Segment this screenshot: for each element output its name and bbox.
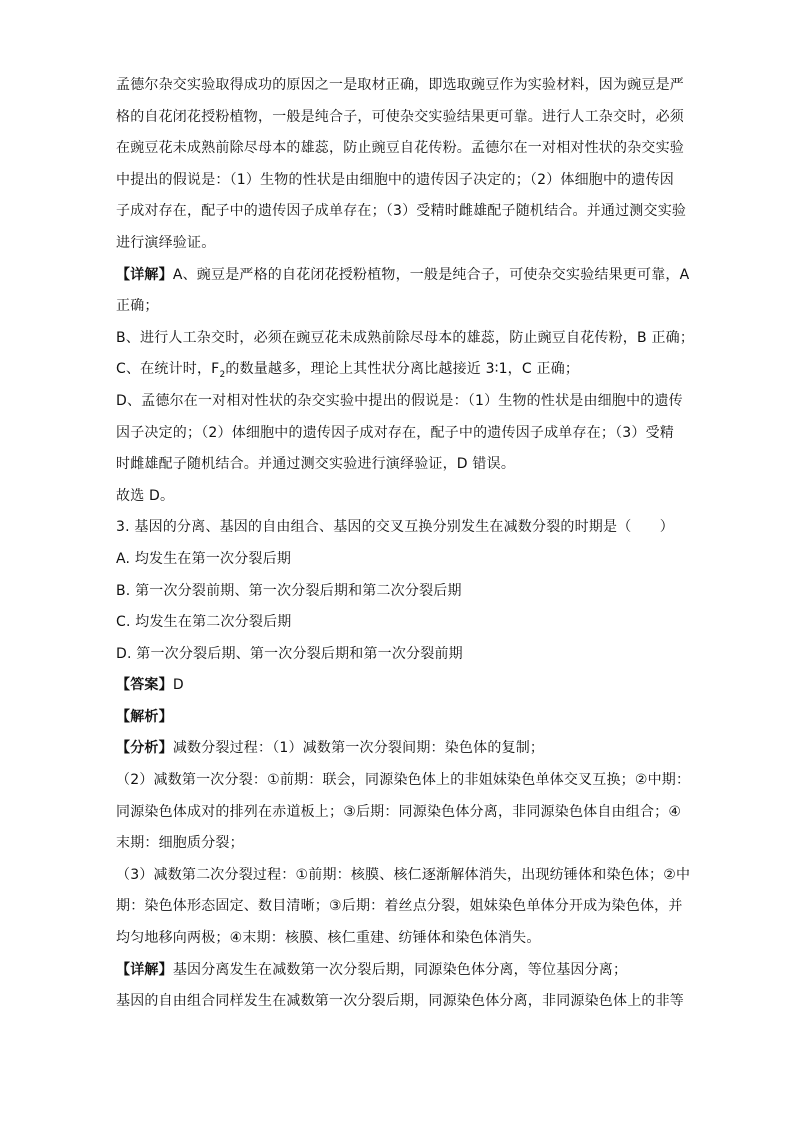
- paragraph-line: 孟德尔杂交实验取得成功的原因之一是取材正确，即选取豌豆作为实验材料，因为豌豆是严: [116, 77, 684, 93]
- paragraph-line: 进行演绎验证。: [116, 234, 216, 251]
- analysis-text: 减数分裂过程：（1）减数第一次分裂间期：染色体的复制；: [172, 740, 545, 757]
- detail-line: [116, 955, 686, 987]
- analysis-line: 均匀地移向两极；④末期：核膜、核仁重建、纺锤体和染色体消失。: [116, 930, 541, 947]
- detail-option-d: D、孟德尔在一对相对性状的杂交实验中提出的假说是：（1）生物的性状是由细胞中的遗传: [116, 392, 683, 409]
- paragraph-line: 子成对存在，配子中的遗传因子成单存在；（3）受精时雌雄配子随机结合。并通过测交实验: [116, 203, 687, 220]
- detail-line: 基因的自由组合同样发生在减数第一次分裂后期，同源染色体分离，非同源染色体上的非等: [116, 993, 684, 1010]
- analysis-line: 末期：细胞质分裂；: [116, 835, 244, 852]
- detail-tag: 【详解】: [116, 266, 173, 283]
- detail-c-text: 的数量越多，理论上其性状分离比越接近 3∶1，C 正确；: [225, 361, 580, 378]
- detail-line: [116, 260, 690, 292]
- document-body: [116, 70, 695, 1018]
- analysis-line: （2）减数第一次分裂：①前期：联会，同源染色体上的非姐妹染色单体交叉互换；②中期：: [116, 772, 691, 789]
- answer-line: [116, 670, 686, 702]
- question-option-b: B. 第一次分裂前期、第一次分裂后期和第二次分裂后期: [116, 582, 462, 599]
- detail-option-c: [116, 354, 686, 386]
- answer-value: D: [172, 677, 184, 694]
- detail-option-d: 因子决定的；（2）体细胞中的遗传因子成对存在，配子中的遗传因子成单存在；（3）受精: [116, 424, 675, 441]
- analysis-line: （3）减数第二次分裂过程：①前期：核膜、核仁逐渐解体消失，出现纺锤体和染色体；②中: [116, 866, 691, 883]
- detail-option-d: 时雌雄配子随机结合。并通过测交实验进行演绎验证，D 错误。: [116, 456, 516, 473]
- answer-tag: 【答案】: [116, 677, 173, 694]
- detail-line: 正确；: [116, 298, 159, 315]
- detail-c-text: C、在统计时，F: [116, 361, 220, 378]
- analysis-line: [116, 733, 686, 765]
- analysis-tag: 【解析】: [116, 708, 173, 725]
- question-option-a: A. 均发生在第一次分裂后期: [116, 550, 292, 567]
- detail-tag: 【详解】: [116, 961, 173, 978]
- question-stem: 3. 基因的分离、基因的自由组合、基因的交叉互换分别发生在减数分裂的时期是（ ）: [116, 519, 675, 536]
- detail-option-b: B、进行人工杂交时，必须在豌豆花未成熟前除尽母本的雄蕊，防止豌豆自花传粉，B 正确；: [116, 329, 695, 346]
- paragraph-line: 在豌豆花未成熟前除尽母本的雄蕊，防止豌豆自花传粉。孟德尔在一对相对性状的杂交实验: [116, 140, 684, 157]
- question-option-d: D. 第一次分裂后期、第一次分裂后期和第一次分裂前期: [116, 645, 463, 662]
- subscript: 2: [219, 370, 226, 381]
- detail-text: 基因分离发生在减数第一次分裂后期，同源染色体分离，等位基因分离；: [172, 961, 628, 978]
- detail-text: A、豌豆是严格的自花闭花授粉植物，一般是纯合子，可使杂交实验结果更可靠，A: [172, 266, 690, 283]
- paragraph-line: 格的自花闭花授粉植物，一般是纯合子，可使杂交实验结果更可靠。进行人工杂交时，必须: [116, 108, 684, 125]
- analysis-line: 期：染色体形态固定、数目清晰；③后期：着丝点分裂，姐妹染色单体分开成为染色体，并: [116, 898, 683, 915]
- analysis-heading: [116, 702, 686, 734]
- analysis-line: 同源染色体成对的排列在赤道板上；③后期：同源染色体分离，非同源染色体自由组合；④: [116, 803, 682, 820]
- paragraph-line: 中提出的假说是：（1）生物的性状是由细胞中的遗传因子决定的；（2）体细胞中的遗传因: [116, 171, 675, 188]
- question-option-c: C. 均发生在第二次分裂后期: [116, 614, 292, 631]
- conclusion: 故选 D。: [116, 487, 175, 504]
- fenxi-tag: 【分析】: [116, 740, 173, 757]
